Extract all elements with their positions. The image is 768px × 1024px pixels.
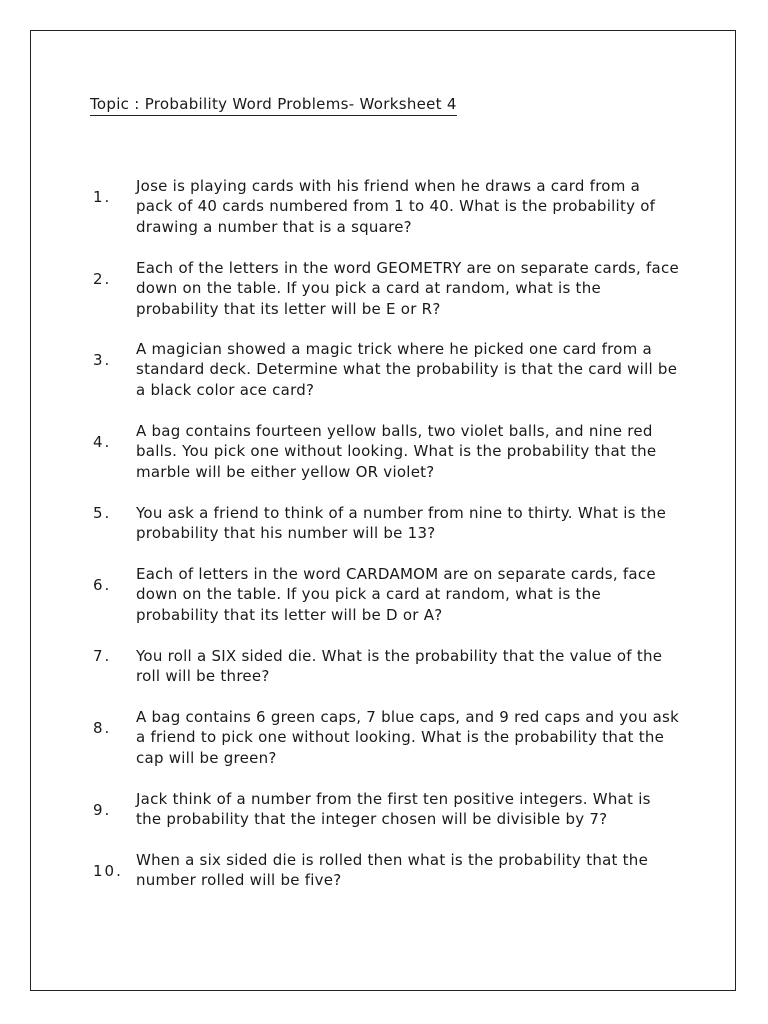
question-text: Each of the letters in the word GEOMETRY are on separate cards, face down on the table. If you pick a card at random, what is the probability that its letter will be E or R? <box>136 259 679 318</box>
question-text: Jack think of a number from the first ten positive integers. What is the probability that the integer chosen will be divisible by 7? <box>136 790 651 829</box>
question-text: You ask a friend to think of a number from nine to thirty. What is the probability that his number will be 13? <box>136 504 667 543</box>
question-number: 5. <box>93 504 112 522</box>
question-number: 1. <box>93 188 112 206</box>
worksheet-title: Topic : Probability Word Problems- Worksheet 4 <box>90 94 457 116</box>
question-number: 7. <box>93 647 112 665</box>
question-text: Jose is playing cards with his friend when he draws a card from a pack of 40 cards numbered from 1 to 40. What is the probability of drawing a number that is a square? <box>136 177 656 236</box>
question-number: 6. <box>93 576 112 594</box>
question-number: 2. <box>93 270 112 288</box>
question-text: When a six sided die is rolled then what is the probability that the number rolled will be five? <box>136 851 649 890</box>
question-number: 10. <box>93 862 123 880</box>
question-number: 3. <box>93 351 112 369</box>
question-text: A magician showed a magic trick where he picked one card from a standard deck. Determine what the probability is that the card will be a black color ace card? <box>136 340 678 399</box>
question-number: 8. <box>93 719 112 737</box>
question-text: Each of letters in the word CARDAMOM are on separate cards, face down on the table. If you pick a card at random, what is the probability that its letter will be D or A? <box>136 565 656 624</box>
question-text: A bag contains 6 green caps, 7 blue caps, and 9 red caps and you ask a friend to pick one without looking. What is the probability that the cap will be green? <box>136 708 680 767</box>
question-number: 9. <box>93 801 112 819</box>
question-text: You roll a SIX sided die. What is the probability that the value of the roll will be three? <box>136 647 663 686</box>
question-text: A bag contains fourteen yellow balls, two violet balls, and nine red balls. You pick one without looking. What is the probability that the marble will be either yellow OR violet? <box>136 422 657 481</box>
question-number: 4. <box>93 433 112 451</box>
